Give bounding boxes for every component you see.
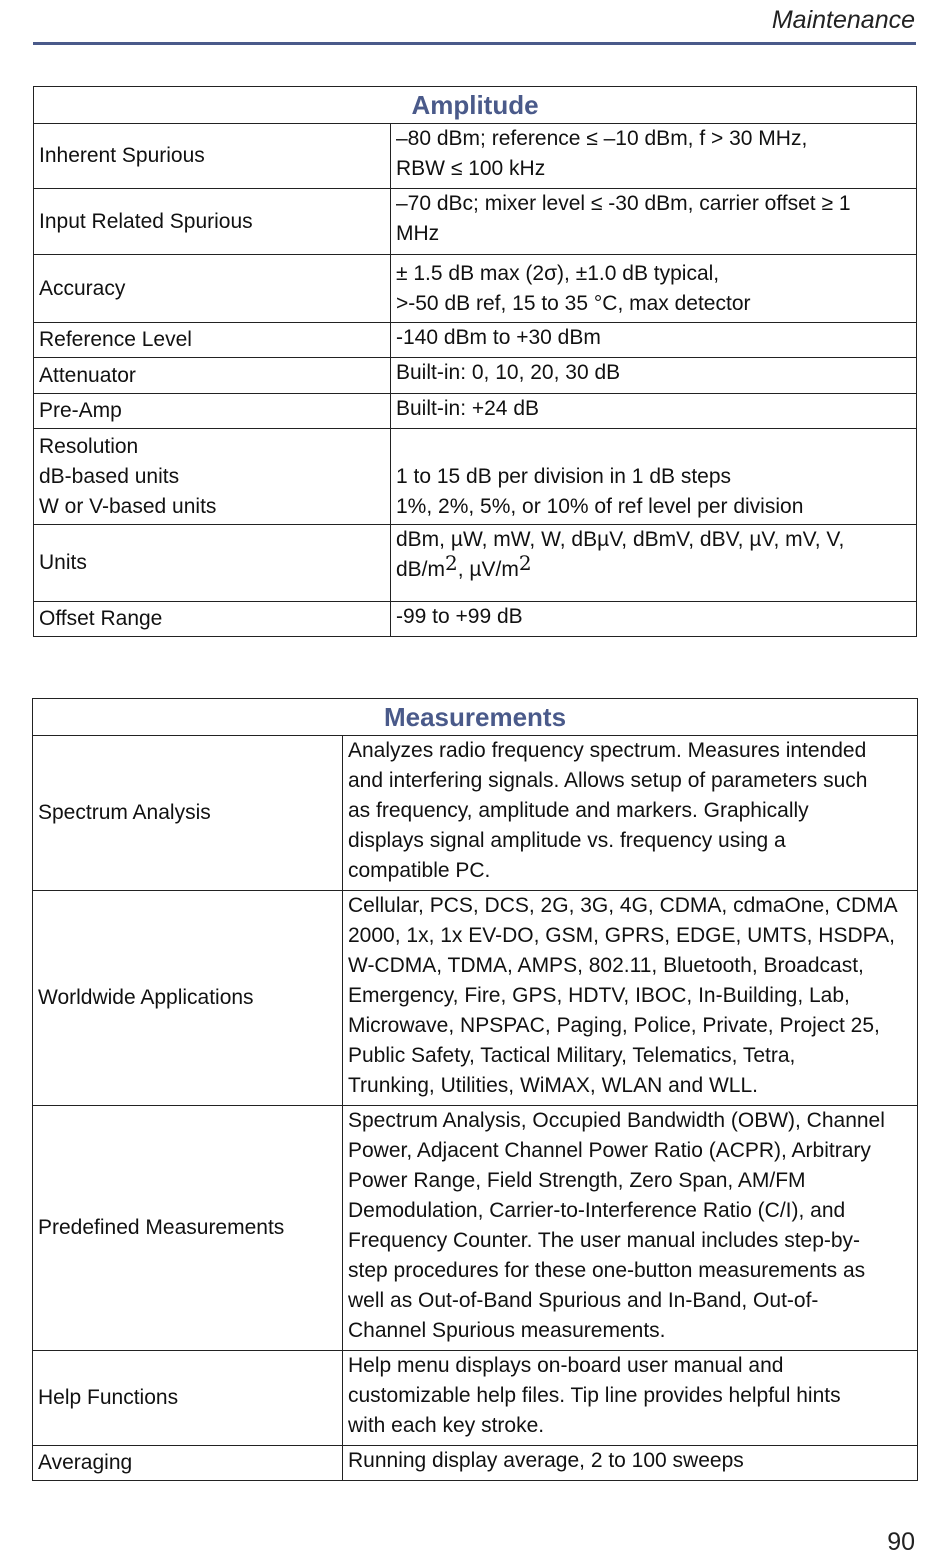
page-number: 90	[887, 1528, 915, 1556]
spec-value: –80 dBm; reference ≤ –10 dBm, f > 30 MHz, RBW ≤ 100 kHz	[391, 124, 917, 189]
spec-value: Built-in: +24 dB	[391, 394, 917, 429]
table-row	[34, 255, 917, 323]
spec-label: Attenuator	[34, 358, 391, 394]
spec-value: Analyzes radio frequency spectrum. Measures intended and interfering signals. Allows setup of parameters such as frequency, amplitude and markers. Graphically displays signal amplitude vs. frequency using a compatible PC.	[343, 736, 918, 891]
table-row	[34, 323, 917, 358]
spec-label: Units	[34, 525, 391, 602]
spec-label: Resolution dB-based units W or V-based units	[34, 429, 391, 525]
spec-label: Pre-Amp	[34, 394, 391, 429]
spec-label: Predefined Measurements	[33, 1106, 343, 1351]
spec-label: Input Related Spurious	[34, 189, 391, 255]
spec-value: Spectrum Analysis, Occupied Bandwidth (OBW), Channel Power, Adjacent Channel Power Ratio (ACPR), Arbitrary Power Range, Field Strength, Zero Span, AM/FM Demodulation, Carrier-to-Interference Ratio (C/I), and Frequency Counter. The user manual includes step-by- step procedures for these one-button measurements as well as Out-of-Band Spurious and In-Band, Out-of- Channel Spurious measurements.	[343, 1106, 918, 1351]
spec-value: –70 dBc; mixer level ≤ -30 dBm, carrier offset ≥ 1 MHz	[391, 189, 917, 255]
spec-label: Help Functions	[33, 1351, 343, 1446]
table-row	[33, 1446, 918, 1481]
spec-value: -140 dBm to +30 dBm	[391, 323, 917, 358]
spec-label: Worldwide Applications	[33, 891, 343, 1106]
spec-value: -99 to +99 dB	[391, 602, 917, 637]
table-row	[33, 1106, 918, 1351]
spec-value: Cellular, PCS, DCS, 2G, 3G, 4G, CDMA, cdmaOne, CDMA 2000, 1x, 1x EV-DO, GSM, GPRS, EDGE, UMTS, HSDPA, W-CDMA, TDMA, AMPS, 802.11, Bluetooth, Broadcast, Emergency, Fire, GPS, HDTV, IBOC, In-Building, Lab, Microwave, NPSPAC, Paging, Police, Private, Project 25, Public Safety, Tactical Military, Telematics, Tetra, Trunking, Utilities, WiMAX, WLAN and WLL.	[343, 891, 918, 1106]
measurements-table	[32, 698, 918, 1481]
page-header-title: Maintenance	[771, 6, 915, 34]
table-title-row	[34, 87, 917, 124]
spec-label: Spectrum Analysis	[33, 736, 343, 891]
amplitude-table	[33, 86, 917, 637]
table-row	[34, 124, 917, 189]
table-row	[34, 602, 917, 637]
spec-label: Offset Range	[34, 602, 391, 637]
spec-label: Averaging	[33, 1446, 343, 1481]
amplitude-title: Amplitude	[34, 87, 917, 124]
spec-value: Built-in: 0, 10, 20, 30 dB	[391, 358, 917, 394]
spec-value: Help menu displays on-board user manual and customizable help files. Tip line provides helpful hints with each key stroke.	[343, 1351, 918, 1446]
table-row	[34, 525, 917, 602]
measurements-title: Measurements	[33, 699, 918, 736]
table-row	[33, 891, 918, 1106]
spec-value: ± 1.5 dB max (2σ), ±1.0 dB typical, >-50 dB ref, 15 to 35 °C, max detector	[391, 255, 917, 323]
table-row	[34, 394, 917, 429]
table-title-row	[33, 699, 918, 736]
table-row	[33, 1351, 918, 1446]
table-row	[34, 189, 917, 255]
spec-label: Accuracy	[34, 255, 391, 323]
header-divider	[33, 42, 916, 45]
spec-value: 1 to 15 dB per division in 1 dB steps 1%, 2%, 5%, or 10% of ref level per division	[391, 429, 917, 525]
table-row	[33, 736, 918, 891]
spec-label: Reference Level	[34, 323, 391, 358]
table-row	[34, 358, 917, 394]
spec-value: dBm, µW, mW, W, dBµV, dBmV, dBV, µV, mV, V, $dB/m^2$, $\mu V/m^2$	[391, 525, 917, 602]
spec-value: Running display average, 2 to 100 sweeps	[343, 1446, 918, 1481]
spec-label: Inherent Spurious	[34, 124, 391, 189]
table-row	[34, 429, 917, 525]
